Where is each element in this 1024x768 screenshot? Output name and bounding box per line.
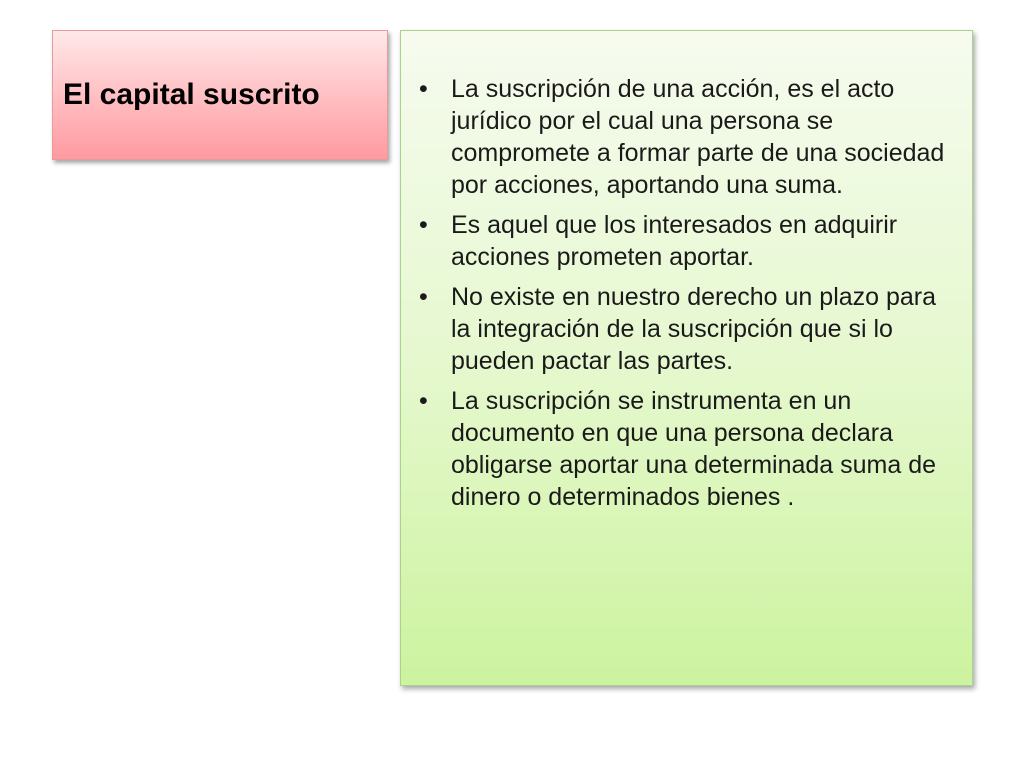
bullet-icon: • <box>419 75 428 103</box>
bullet-icon: • <box>419 283 428 311</box>
bullet-item <box>411 209 956 273</box>
bullet-item <box>411 385 956 513</box>
bullet-text: La suscripción de una acción, es el acto jurídico por el cual una persona se compromete a formar parte de una sociedad por acciones, aportando una suma. <box>451 75 945 199</box>
bullet-item <box>411 73 956 201</box>
bullet-icon: • <box>419 387 428 415</box>
bullet-text: No existe en nuestro derecho un plazo para la integración de la suscripción que si lo pueden pactar las partes. <box>451 283 937 375</box>
bullet-text: Es aquel que los interesados en adquirir acciones prometen aportar. <box>451 211 898 271</box>
bullet-icon: • <box>419 211 428 239</box>
title-box <box>52 30 388 160</box>
bullet-item <box>411 281 956 377</box>
bullet-text: La suscripción se instrumenta en un documento en que una persona declara obligarse aportar una determinada suma de dinero o determinados bienes . <box>451 387 937 511</box>
content-box <box>400 30 973 686</box>
slide-title: El capital suscrito <box>63 78 320 111</box>
bullet-list <box>401 31 972 513</box>
